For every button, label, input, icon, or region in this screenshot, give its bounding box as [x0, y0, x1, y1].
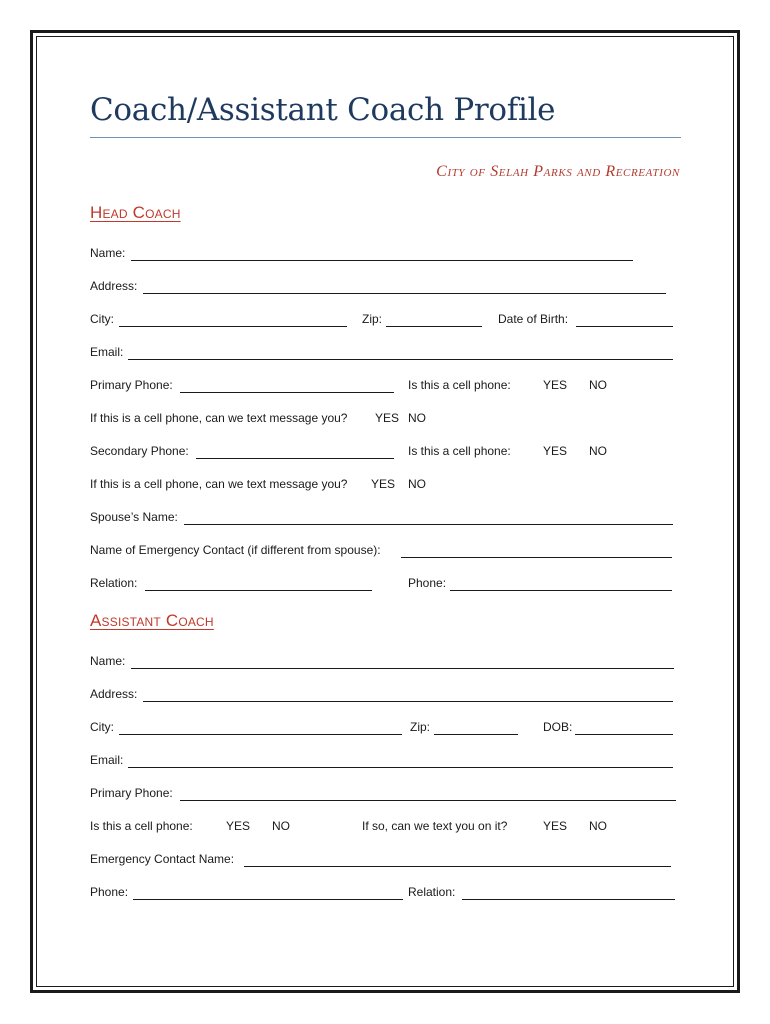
head-spouse-label: Spouse’s Name: — [90, 510, 178, 524]
head-primary-phone-label: Primary Phone: — [90, 378, 173, 392]
title-divider — [90, 137, 681, 138]
asst-name-label: Name: — [90, 654, 126, 668]
head-zip-field[interactable] — [386, 326, 482, 327]
page-title: Coach/Assistant Coach Profile — [90, 92, 556, 128]
head-phone-label: Phone: — [408, 576, 447, 590]
asst-zip-field[interactable] — [434, 734, 518, 735]
head-relation-label: Relation: — [90, 576, 138, 590]
asst-text-no[interactable]: NO — [589, 819, 607, 833]
head-zip-label: Zip: — [362, 312, 383, 326]
asst-email-field[interactable] — [128, 767, 673, 768]
asst-relation-label: Relation: — [408, 885, 456, 899]
head-emergency-label: Name of Emergency Contact (if different from spouse): — [90, 543, 381, 557]
asst-zip-label: Zip: — [410, 720, 431, 734]
head-email-field[interactable] — [128, 359, 673, 360]
asst-city-label: City: — [90, 720, 114, 734]
asst-dob-field[interactable] — [575, 734, 673, 735]
asst-dob-label: DOB: — [543, 720, 573, 734]
asst-primary-phone-field[interactable] — [180, 800, 676, 801]
head-city-field[interactable] — [119, 326, 347, 327]
asst-city-field[interactable] — [119, 734, 402, 735]
asst-email-label: Email: — [90, 753, 124, 767]
assistant-coach-heading: Assistant Coach — [90, 611, 214, 630]
head-cell-1-yes[interactable]: YES — [543, 378, 568, 392]
asst-name-field[interactable] — [131, 668, 674, 669]
head-cell-1-no[interactable]: NO — [589, 378, 607, 392]
asst-relation-field[interactable] — [462, 899, 675, 900]
asst-text-yes[interactable]: YES — [543, 819, 568, 833]
head-spouse-field[interactable] — [184, 524, 673, 525]
head-address-field[interactable] — [143, 293, 666, 294]
asst-phone-field[interactable] — [133, 899, 403, 900]
head-text-question-2: If this is a cell phone, can we text message you? — [90, 477, 348, 491]
asst-cell-yes[interactable]: YES — [226, 819, 251, 833]
asst-emergency-field[interactable] — [244, 866, 671, 867]
organization-subtitle: City of Selah Parks and Recreation — [436, 163, 680, 180]
head-dob-field[interactable] — [576, 326, 673, 327]
head-primary-phone-field[interactable] — [180, 392, 394, 393]
head-text-question-1: If this is a cell phone, can we text message you? — [90, 411, 348, 425]
head-emergency-field[interactable] — [401, 557, 672, 558]
asst-cell-no[interactable]: NO — [272, 819, 290, 833]
head-text-1-no[interactable]: NO — [408, 411, 426, 425]
head-text-1-yes[interactable]: YES — [375, 411, 400, 425]
head-secondary-phone-field[interactable] — [196, 458, 394, 459]
head-cell-2-yes[interactable]: YES — [543, 444, 568, 458]
head-cell-question-2: Is this a cell phone: — [408, 444, 511, 458]
head-email-label: Email: — [90, 345, 124, 359]
asst-address-label: Address: — [90, 687, 138, 701]
head-cell-question-1: Is this a cell phone: — [408, 378, 511, 392]
head-coach-heading: Head Coach — [90, 203, 181, 222]
asst-primary-phone-label: Primary Phone: — [90, 786, 173, 800]
asst-phone-label: Phone: — [90, 885, 129, 899]
head-name-field[interactable] — [131, 260, 633, 261]
head-secondary-phone-label: Secondary Phone: — [90, 444, 189, 458]
head-dob-label: Date of Birth: — [498, 312, 569, 326]
head-phone-field[interactable] — [450, 590, 672, 591]
head-address-label: Address: — [90, 279, 138, 293]
asst-cell-question: Is this a cell phone: — [90, 819, 193, 833]
head-cell-2-no[interactable]: NO — [589, 444, 607, 458]
head-text-2-yes[interactable]: YES — [371, 477, 396, 491]
asst-address-field[interactable] — [143, 701, 673, 702]
head-name-label: Name: — [90, 246, 126, 260]
asst-text-question: If so, can we text you on it? — [362, 819, 508, 833]
head-relation-field[interactable] — [145, 590, 372, 591]
head-city-label: City: — [90, 312, 114, 326]
asst-emergency-label: Emergency Contact Name: — [90, 852, 235, 866]
head-text-2-no[interactable]: NO — [408, 477, 426, 491]
